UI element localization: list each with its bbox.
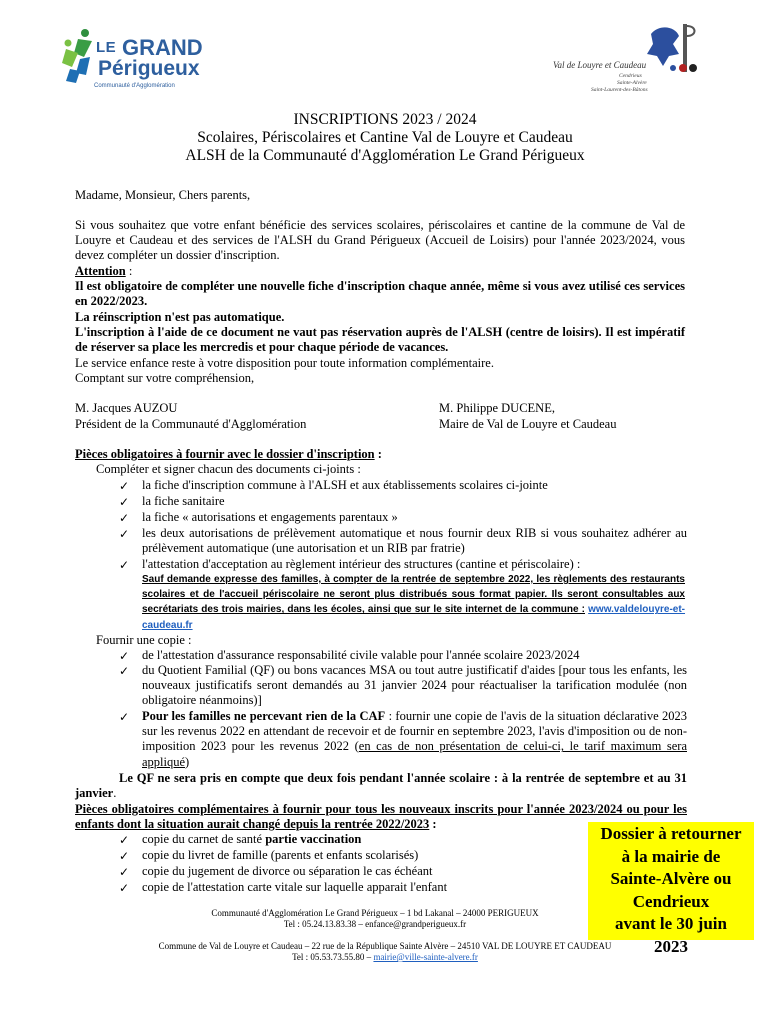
checkmark-icon: ✓ <box>119 881 130 895</box>
logo-le: LE <box>96 39 117 56</box>
signature-left-name: M. Jacques AUZOU <box>75 401 178 415</box>
list-item <box>142 832 562 847</box>
pieces-heading <box>75 447 685 462</box>
signature-right-name: M. Philippe DUCENE, <box>439 401 555 415</box>
checkmark-icon: ✓ <box>119 649 130 663</box>
item-bold: partie vaccination <box>265 832 362 846</box>
logo-perigueux: Périgueux <box>98 57 200 80</box>
warning-reservation: L'inscription à l'aide de ce document ne vaut pas réservation auprès de l'ALSH (centre de loisirs). Il est impératif de réserver sa place les mercredis et pour chaque période de vacances. <box>75 325 685 355</box>
list-item: copie de l'attestation carte vitale sur laquelle apparait l'enfant <box>142 880 448 894</box>
return-line-5: avant le 30 juin <box>615 914 727 933</box>
caf-text: : fournir une copie de l'avis de la situation déclarative 2023 sur les revenus 2022 en attendant de recevoir et de fournir en septembre 2023, l'avis d'imposition ou de non-imposition 2023 pour les revenus 2022 ( <box>142 709 688 754</box>
return-line-1: Dossier à retourner <box>600 824 742 843</box>
closing: Comptant sur votre compréhension, <box>75 371 255 385</box>
signature-left-title: Président de la Communauté d'Agglomération <box>75 417 307 431</box>
list-item: de l'attestation d'assurance responsabilité civile valable pour l'année scolaire 2023/2024 <box>142 648 580 662</box>
checkmark-icon: ✓ <box>119 849 130 863</box>
list-item: les deux autorisations de prélèvement automatique et nous fournir deux RIB si vous souhaitez adhérer au prélèvement automatique (une autorisation et un RIB par fratrie) <box>142 526 687 556</box>
warning-not-automatic: La réinscription n'est pas automatique. <box>75 310 285 324</box>
caf-bold: Pour les familles ne percevant rien de la CAF <box>142 709 386 723</box>
caf-underline: en cas de non présentation de celui-ci, le tarif maximum sera appliqué <box>142 739 687 769</box>
list-item: du Quotient Familial (QF) ou bons vacances MSA ou tout autre justificatif d'aides [pour tous les enfants, les nouveaux justificatifs seront demandés au 31 janvier 2024 pour réactualiser la tarification modulée (non obligatoire néanmoins)] <box>142 663 687 708</box>
list-item: copie du livret de famille (parents et enfants scolarisés) <box>142 848 419 862</box>
page-subtitle-1: Scolaires, Périscolaires et Cantine Val de Louyre et Caudeau <box>197 129 573 146</box>
return-line-6: 2023 <box>654 936 688 956</box>
greeting: Madame, Monsieur, Chers parents, <box>75 188 251 202</box>
commune-logo-sub1: Cendrieux <box>619 73 642 79</box>
commune-logo-name: Val de Louyre et Caudeau <box>553 60 647 70</box>
checkmark-icon: ✓ <box>119 833 130 847</box>
val-de-louyre-logo <box>545 22 705 102</box>
list-item: copie du jugement de divorce ou séparation le cas échéant <box>142 864 433 878</box>
list-item: la fiche « autorisations et engagements parentaux » <box>142 510 398 524</box>
checkmark-icon: ✓ <box>119 527 130 541</box>
agglo-contact: Tel : 05.24.13.83.38 – enfance@grandperigueux.fr <box>283 919 467 929</box>
intro-paragraph: Si vous souhaitez que votre enfant bénéficie des services scolaires, périscolaires et cantine de la commune de Val de Louyre et Caudeau et des services de l'ALSH du Grand Périgueux (Accueil de Loisirs) pour l'année 2023/2024, vous devez compléter un dossier d'inscription. <box>75 218 685 263</box>
logo-grand: GRAND <box>122 35 203 60</box>
commune-logo-sub3: Saint-Laurent-des-Bâtons <box>591 87 648 93</box>
attention-label: Attention <box>75 264 126 278</box>
warning-new-form: Il est obligatoire de compléter une nouvelle fiche d'inscription chaque année, même si vous avez utilisé ces services en 2022/2023. <box>75 279 685 309</box>
reglement-note <box>142 572 685 633</box>
complementaires-heading-text: Pièces obligatoires complémentaires à fournir pour tous les nouveaux inscrits pour l'année 2023/2024 ou pour les enfants dont la situation aurait changé depuis la rentrée 2022/2023 <box>75 802 687 832</box>
qf-notice-period: . <box>113 786 117 801</box>
commune-email-link[interactable]: mairie@ville-sainte-alvere.fr <box>373 952 478 962</box>
list-item: l'attestation d'acceptation au règlement intérieur des structures (cantine et périscolaire) : <box>142 557 581 571</box>
return-line-2: à la mairie de <box>621 846 721 866</box>
service-info: Le service enfance reste à votre disposition pour toute information complémentaire. <box>75 356 494 370</box>
qf-notice <box>75 771 687 801</box>
complete-intro: Compléter et signer chacun des documents ci-joints : <box>96 462 361 476</box>
signature-right-title: Maire de Val de Louyre et Caudeau <box>439 417 617 431</box>
attention-line <box>75 264 685 279</box>
page-subtitle-2: ALSH de la Communauté d'Agglomération Le Grand Périgueux <box>185 147 585 164</box>
agglo-address: Communauté d'Agglomération Le Grand Périgueux – 1 bd Lakanal – 24000 PERIGUEUX <box>211 908 539 918</box>
return-line-3: Sainte-Alvère ou <box>610 869 732 888</box>
commune-contact <box>0 952 770 963</box>
logo-figures-icon <box>62 27 96 85</box>
caf-list-item <box>142 709 687 770</box>
list-item: la fiche sanitaire <box>142 494 225 508</box>
return-line-4: Cendrieux <box>632 891 710 911</box>
checkmark-icon: ✓ <box>119 558 130 572</box>
page-title: INSCRIPTIONS 2023 / 2024 <box>293 111 477 128</box>
qf-notice-text: Le QF ne sera pris en compte que deux fois pendant l'année scolaire : à la rentrée de septembre et au 31 janvier <box>75 771 687 801</box>
pieces-heading-text: Pièces obligatoires à fournir avec le dossier d'inscription <box>75 447 375 461</box>
grand-perigueux-logo <box>62 25 222 95</box>
caf-end: ) <box>185 754 190 769</box>
commune-logo-sub2: Sainte-Alvère <box>617 80 647 86</box>
list-item: la fiche d'inscription commune à l'ALSH et aux établissements scolaires ci-jointe <box>142 478 548 492</box>
reglement-note-text: Sauf demande expresse des familles, à compter de la rentrée de septembre 2022, les règlements des restaurants scolaires et de l'accueil périscolaire ne seront plus distribués sous format papier. Ils seront consultables aux secrétariats des trois mairies, dans les écoles, ainsi que sur le site internet de la commune : <box>142 574 685 616</box>
attention-colon: : <box>125 264 133 278</box>
checkmark-icon: ✓ <box>119 495 130 509</box>
logo-subtitle: Communauté d'Agglomération <box>94 83 175 89</box>
item-text: copie du carnet de santé <box>142 832 266 846</box>
checkmark-icon: ✓ <box>119 479 130 493</box>
commune-tel: Tel : 05.53.73.55.80 – <box>292 952 374 962</box>
checkmark-icon: ✓ <box>119 664 130 678</box>
copy-intro: Fournir une copie : <box>96 633 192 647</box>
pieces-heading-colon: : <box>374 447 382 461</box>
commune-website-link[interactable]: www.valdelouyre-et-caudeau.fr <box>142 604 686 631</box>
checkmark-icon: ✓ <box>119 865 130 879</box>
checkmark-icon: ✓ <box>119 511 130 525</box>
checkmark-icon: ✓ <box>119 710 130 724</box>
complementaires-heading-colon: : <box>429 817 437 832</box>
commune-address: Commune de Val de Louyre et Caudeau – 22 rue de la République Sainte Alvère – 24510 VAL DE LOUYRE ET CAUDEAU <box>158 941 612 951</box>
